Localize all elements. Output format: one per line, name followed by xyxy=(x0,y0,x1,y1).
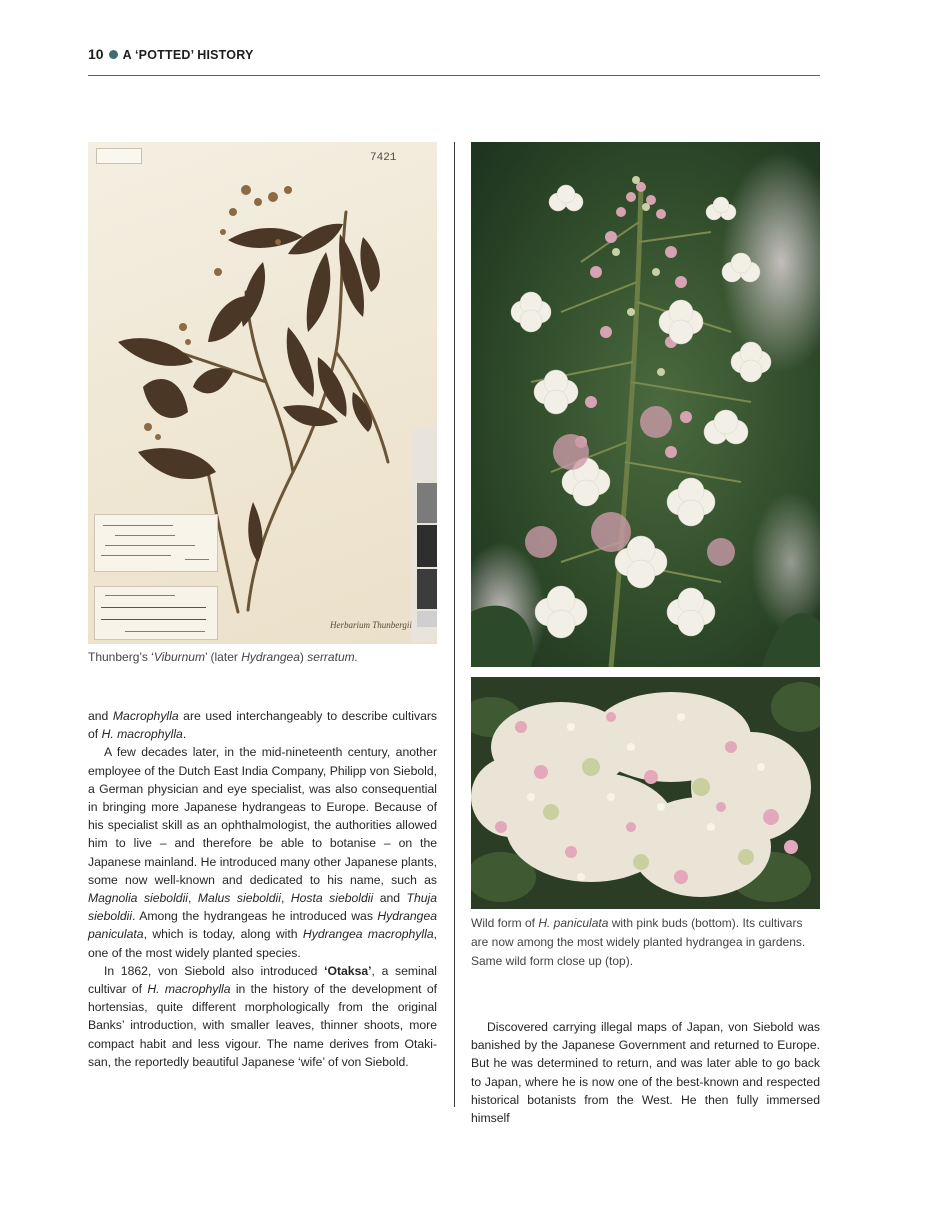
paragraph: A few decades later, in the mid-nineteenth century, another employee of the Dutch East India Company, Philipp von Siebold, a German physician and eye specialist, was also consequential in bringing more Japanese hydrangeas to Europe. Because of his specialist skill as an ophthalmologist, the authorities allowed him to live – and therefore be able to botanise – on the Japanese mainland. He introduced many other Japanese plants, some now well-known and dedicated to his name, such as Magnolia sieboldii, Malus sieboldii, Hosta sieboldii and Thuja sieboldii. Among the hydrangeas he introduced was Hydrangea paniculata, which is today, along with Hydrangea macrophylla, one of the most widely planted species. xyxy=(88,745,438,960)
running-header xyxy=(88,46,820,66)
herbarium-specimen-image xyxy=(88,142,437,644)
paragraph: and Macrophylla are used interchangeably to describe cultivars of H. macrophylla. xyxy=(88,709,437,742)
body-text-right-column xyxy=(471,1018,820,1127)
running-head: A ‘POTTED’ HISTORY xyxy=(122,48,254,62)
paragraph: In 1862, von Siebold also introduced ‘Otaksa’, a seminal cultivar of H. macrophylla in the history of the development of hortensias, quite different morphologically from the original Banks’ introduction, with smaller leaves, thinner shoots, more compact habit and less vigour. The name derives from Otaki-san, the reportedly beautiful Japanese ‘wife’ of von Siebold. xyxy=(88,963,437,1069)
hydrangea-closeup-photo xyxy=(471,142,820,667)
photos-caption: Wild form of H. paniculata with pink buds (bottom). Its cultivars are now among the most widely planted hydrangea in gardens. Same wild form close up (top). xyxy=(471,916,806,968)
specimen-caption: Thunberg’s ‘Viburnum’ (later Hydrangea) serratum. xyxy=(88,650,358,664)
identification-label xyxy=(94,514,218,572)
bullet-dot-icon xyxy=(109,50,118,59)
hydrangea-bush-photo xyxy=(471,677,820,909)
handwritten-signature: Herbarium Thunbergii xyxy=(330,620,412,630)
determination-label xyxy=(94,586,218,640)
header-rule xyxy=(88,75,820,76)
page-number: 10 xyxy=(88,46,104,62)
body-text-left-column xyxy=(88,707,437,1071)
column-rule xyxy=(454,142,455,1107)
sheet-number: 7421 xyxy=(370,152,397,164)
paragraph: Discovered carrying illegal maps of Japan, von Siebold was banished by the Japanese Government and returned to Europe. But he was determined to return, and was later able to go back to Japan, where he is now one of the best-known and respected historical botanists from the West. He then fully immersed himself xyxy=(471,1020,820,1126)
